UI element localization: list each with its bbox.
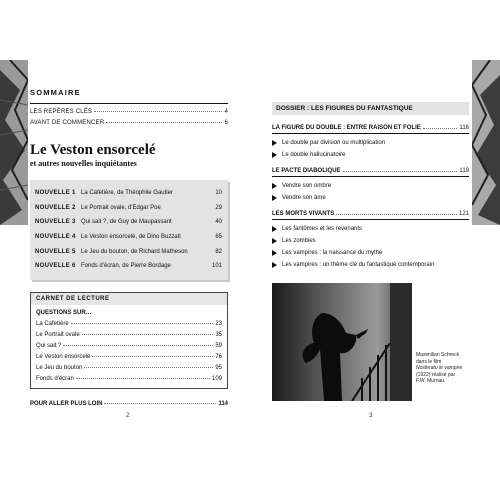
triangle-bullet-icon — [272, 250, 277, 256]
novella-page: 10 — [215, 190, 222, 197]
section-title: LES MORTS VIVANTS — [272, 211, 335, 217]
triangle-bullet-icon — [272, 262, 277, 268]
left-edge-engraving — [0, 60, 28, 225]
question-label: Le Portrait ovale — [36, 331, 80, 338]
pour-aller-entry[interactable] — [30, 401, 228, 407]
section-item[interactable] — [272, 140, 469, 146]
question-page: 23 — [215, 320, 222, 327]
section-item[interactable] — [272, 250, 469, 256]
novella-page: 65 — [215, 234, 222, 241]
novellas-box — [30, 180, 228, 280]
caption-line: Maximilian Schreck — [416, 352, 460, 358]
novella-title: Qui sait ?, de Guy de Maupassant — [81, 219, 172, 226]
carnet-box — [30, 292, 228, 389]
question-entry[interactable] — [36, 376, 222, 382]
section-item[interactable] — [272, 226, 469, 232]
book-subtitle: et autres nouvelles inquiétantes — [30, 159, 137, 168]
leader-dots — [104, 403, 216, 404]
section-heading[interactable] — [272, 211, 469, 220]
question-label: Fonds d'écran — [36, 375, 74, 382]
question-page: 35 — [215, 331, 222, 338]
question-label: Le Jeu du bouton — [36, 364, 83, 371]
novella-title: Le Jeu du bouton, de Richard Matheson — [81, 248, 188, 255]
novella-title: Le Portrait ovale, d'Edgar Poe — [81, 204, 161, 211]
question-entry[interactable] — [36, 343, 222, 349]
question-label: Qui sait ? — [36, 342, 62, 349]
section-page: 116 — [459, 125, 469, 131]
item-label: Le double hallucinatoire — [282, 152, 346, 158]
novella-page: 101 — [211, 263, 222, 270]
question-entry[interactable] — [36, 365, 222, 371]
novella-row[interactable] — [35, 186, 222, 201]
questions-title: QUESTIONS SUR… — [36, 309, 92, 316]
novella-row[interactable] — [35, 215, 222, 230]
novella-tag: NOUVELLE 5 — [35, 248, 76, 255]
leader-dots — [76, 378, 210, 379]
novella-title: Fonds d'écran, de Pierre Bordage — [81, 263, 171, 270]
item-label: Les vampires : la naissance du mythe — [282, 250, 383, 256]
toc-page: 4 — [224, 109, 228, 115]
question-page: 76 — [215, 353, 222, 360]
caption-line: F.W. Murnau. — [416, 378, 446, 384]
novella-tag: NOUVELLE 6 — [35, 263, 76, 270]
item-label: Les vampires : un thème clé du fantastique contemporain — [282, 262, 435, 268]
title-rule — [30, 103, 228, 104]
pour-aller-page: 114 — [218, 400, 228, 407]
question-page: 109 — [211, 375, 222, 382]
question-page: 59 — [215, 342, 222, 349]
toc-label: LES REPÈRES CLÉS — [30, 109, 93, 115]
nosferatu-photo — [272, 283, 412, 401]
toc-label: AVANT DE COMMENCER — [30, 120, 105, 126]
leader-dots — [82, 334, 214, 335]
question-label: Le Veston ensorcelé — [36, 353, 91, 360]
pour-aller-label: POUR ALLER PLUS LOIN — [30, 400, 103, 407]
sommaire-title: SOMMAIRE — [30, 88, 81, 97]
book-title: Le Veston ensorcelé — [30, 142, 156, 158]
question-page: 95 — [215, 364, 222, 371]
question-entry[interactable] — [36, 332, 222, 338]
section-heading[interactable] — [272, 168, 469, 177]
leader-dots — [92, 356, 213, 357]
question-label: La Cafetière — [36, 320, 69, 327]
section-page: 119 — [459, 168, 469, 174]
triangle-bullet-icon — [272, 140, 277, 146]
novella-tag: NOUVELLE 3 — [35, 219, 76, 226]
section-title: LA FIGURE DU DOUBLE : ENTRE RAISON ET FOLIE — [272, 125, 421, 131]
section-heading[interactable] — [272, 125, 469, 134]
section-item[interactable] — [272, 152, 469, 158]
novella-tag: NOUVELLE 2 — [35, 204, 76, 211]
caption-line: (1922) réalisé par — [416, 371, 456, 378]
carnet-title: CARNET DE LECTURE — [31, 293, 227, 305]
section-item[interactable] — [272, 183, 469, 189]
item-label: Les fantômes et les revenants — [282, 226, 363, 232]
novella-page: 40 — [215, 219, 222, 226]
triangle-bullet-icon — [272, 152, 277, 158]
novella-tag: NOUVELLE 4 — [35, 234, 76, 241]
novella-page: 82 — [215, 248, 222, 255]
leader-dots — [63, 345, 213, 346]
novella-row[interactable] — [35, 244, 222, 259]
leader-dots — [343, 171, 458, 172]
novella-row[interactable] — [35, 201, 222, 216]
leader-dots — [84, 367, 213, 368]
section-title: LE PACTE DIABOLIQUE — [272, 168, 341, 174]
section-item[interactable] — [272, 238, 469, 244]
right-page — [272, 102, 469, 268]
novella-tag: NOUVELLE 1 — [35, 190, 76, 197]
right-edge-engraving — [472, 60, 500, 225]
leader-dots — [336, 214, 457, 215]
leader-dots — [71, 323, 214, 324]
novella-row[interactable] — [35, 230, 222, 245]
left-page-number: 2 — [126, 412, 130, 419]
photo-caption — [416, 352, 472, 385]
dossier-title: DOSSIER : LES FIGURES DU FANTASTIQUE — [272, 102, 469, 115]
caption-line: dans le film — [416, 358, 442, 365]
novella-page: 29 — [215, 204, 222, 211]
question-entry[interactable] — [36, 354, 222, 360]
triangle-bullet-icon — [272, 195, 277, 201]
left-page — [30, 88, 228, 407]
novella-title: Le Veston ensorcelé, de Dino Buzzati — [81, 234, 181, 241]
novella-row[interactable] — [35, 259, 222, 274]
item-label: Le double par division ou multiplication — [282, 140, 386, 146]
toc-page: 6 — [224, 120, 228, 126]
section-item[interactable] — [272, 195, 469, 201]
section-page: 121 — [458, 211, 469, 217]
item-label: Vendre son ombre — [282, 183, 332, 189]
item-label: Vendre son âme — [282, 195, 326, 201]
triangle-bullet-icon — [272, 226, 277, 232]
novella-title: La Cafetière, de Théophile Gautier — [81, 190, 173, 197]
item-label: Les zombies — [282, 238, 316, 244]
leader-dots — [423, 128, 458, 129]
leader-dots — [94, 111, 222, 112]
triangle-bullet-icon — [272, 238, 277, 244]
question-entry[interactable] — [36, 321, 222, 327]
right-page-number: 3 — [369, 412, 373, 419]
leader-dots — [106, 122, 222, 123]
toc-entry[interactable] — [30, 120, 228, 126]
triangle-bullet-icon — [272, 183, 277, 189]
caption-film-title: Nosferatu le vampire — [416, 365, 463, 371]
section-item[interactable] — [272, 262, 469, 268]
toc-entry[interactable] — [30, 109, 228, 115]
